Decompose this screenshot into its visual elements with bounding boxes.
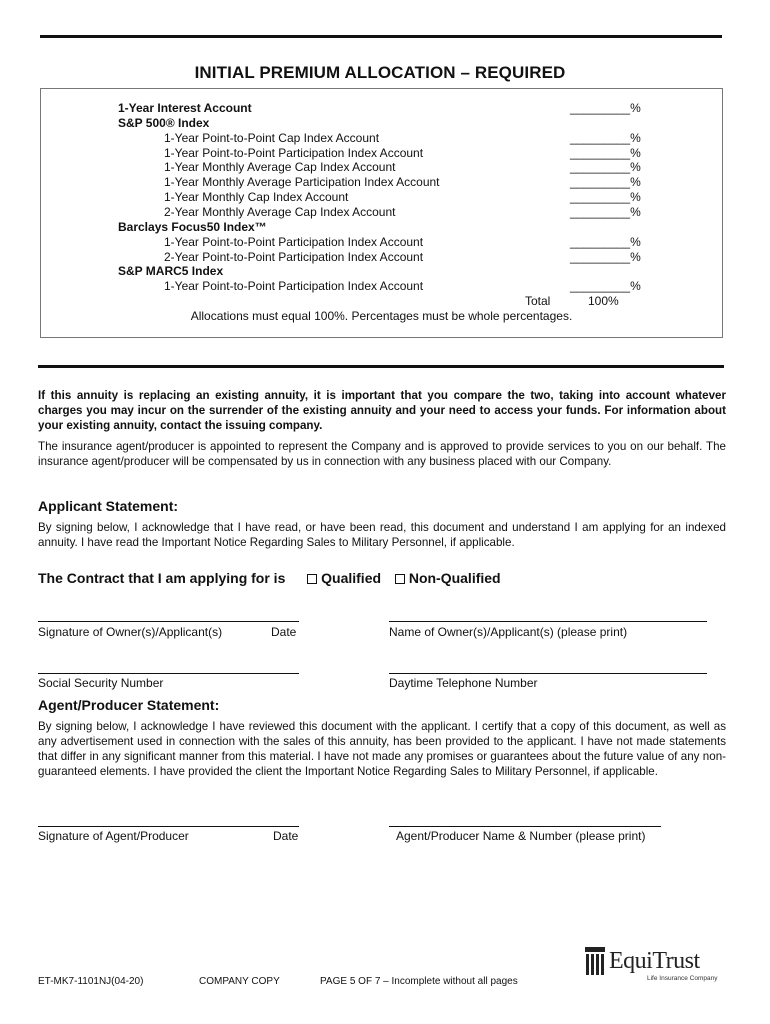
applicant-statement-text: By signing below, I acknowledge that I have read, or have been read, this document and understand I am applying for an indexed annuity. I have read the Important Notice Regarding Sales to Military Personnel, if applicable. (38, 521, 726, 549)
form-number: ET-MK7-1101NJ(04-20) (38, 976, 144, 987)
allocation-percent-field[interactable]: _________% (570, 204, 641, 219)
allocation-percent-field[interactable]: _________% (570, 101, 641, 115)
logo-wordmark: EquiTrust (609, 948, 700, 974)
top-rule (40, 35, 722, 38)
allocation-group-label: Barclays Focus50 Index™ (118, 219, 267, 234)
allocation-account-label: 1-Year Point-to-Point Participation Index Account (164, 145, 424, 160)
agent-name-line[interactable] (389, 826, 661, 827)
agent-compensation-notice: The insurance agent/producer is appointed to represent the Company and is approved to provide services to you on our behalf. The insurance agent/producer will be compensated by us in connection with any business placed with our Company. (38, 440, 726, 468)
allocation-total-label: Total (525, 294, 551, 308)
contract-type-label: The Contract that I am applying for is (38, 570, 286, 586)
allocation-account-label: 1-Year Monthly Average Cap Index Account (164, 160, 396, 175)
allocation-percent-field[interactable]: _________% (570, 130, 641, 145)
equitrust-logo (585, 944, 725, 984)
agent-date-label: Date (273, 829, 299, 843)
allocation-percent-field[interactable]: _________% (570, 234, 641, 249)
logo-tagline: Life Insurance Company (647, 975, 718, 982)
phone-label: Daytime Telephone Number (389, 676, 538, 690)
allocation-account-label: 2-Year Monthly Average Cap Index Account (164, 204, 396, 219)
owner-date-label: Date (271, 625, 297, 639)
ssn-line[interactable] (38, 673, 299, 674)
allocation-percent-field[interactable]: _________% (570, 279, 641, 294)
non-qualified-checkbox[interactable] (395, 574, 405, 584)
non-qualified-label: Non-Qualified (408, 570, 501, 586)
allocation-note: Allocations must equal 100%. Percentages must be whole percentages. (190, 309, 573, 323)
qualified-checkbox[interactable] (307, 574, 317, 584)
owner-name-label: Name of Owner(s)/Applicant(s) (please print) (389, 625, 628, 639)
replacement-notice: If this annuity is replacing an existing annuity, it is important that you compare the two, taking into account whatever charges you may incur on the surrender of the existing annuity and your need to access your funds. For information about your existing annuity, contact the issuing company. (38, 389, 726, 432)
copy-label: COMPANY COPY (199, 976, 280, 987)
agent-signature-label: Signature of Agent/Producer (38, 829, 189, 843)
agent-statement-heading: Agent/Producer Statement: (38, 697, 220, 713)
allocation-account-label: 1-Year Point-to-Point Cap Index Account (164, 130, 380, 145)
allocation-percent-field[interactable]: _________% (570, 175, 641, 190)
contract-type-row (38, 570, 501, 586)
owner-name-line[interactable] (389, 621, 707, 622)
page-indicator: PAGE 5 OF 7 – Incomplete without all pages (320, 976, 518, 987)
allocation-percent-field[interactable]: _________% (570, 249, 641, 264)
agent-signature-line[interactable] (38, 826, 299, 827)
allocation-account-label: 1-Year Point-to-Point Participation Index Account (164, 234, 424, 249)
section-rule (38, 365, 724, 368)
allocation-group-label: S&P 500® Index (118, 115, 210, 130)
applicant-statement-heading: Applicant Statement: (38, 498, 179, 514)
phone-line[interactable] (389, 673, 707, 674)
allocation-account-label: 2-Year Point-to-Point Participation Index Account (164, 249, 424, 264)
agent-statement-text: By signing below, I acknowledge I have reviewed this document with the applicant. I certify that a copy of this document, as well as any advertisement used in connection with the sales of this annuity, has been provided to the applicant. I have not made statements that differ in any significant manner from this material. I have not made any promises or guarantees about the future value of any non-guaranteed elements. I have provided the client the Important Notice Regarding Sales to Military Personnel, if applicable. (38, 720, 726, 778)
allocation-account-label: 1-Year Point-to-Point Participation Index Account (164, 279, 424, 294)
allocation-account-label: 1-Year Monthly Average Participation Index Account (164, 175, 440, 190)
allocation-percent-field[interactable]: _________% (570, 190, 641, 205)
allocation-group-label: S&P MARC5 Index (118, 264, 224, 279)
allocation-percent-field[interactable]: _________% (570, 160, 641, 175)
allocation-account-label: 1-Year Monthly Cap Index Account (164, 190, 349, 205)
page-title: INITIAL PREMIUM ALLOCATION – REQUIRED (194, 63, 566, 82)
allocation-percent-field[interactable]: _________% (570, 145, 641, 160)
ssn-label: Social Security Number (38, 676, 164, 690)
owner-signature-line[interactable] (38, 621, 299, 622)
non-qualified-option[interactable] (395, 570, 501, 586)
qualified-label: Qualified (321, 570, 382, 586)
allocation-total-value: 100% (588, 294, 619, 308)
allocation-group-label: 1-Year Interest Account (118, 101, 252, 115)
agent-name-label: Agent/Producer Name & Number (please print) (396, 829, 646, 843)
logo-mark-icon (585, 947, 605, 975)
owner-signature-label: Signature of Owner(s)/Applicant(s) (38, 625, 223, 639)
qualified-option[interactable] (307, 570, 381, 586)
